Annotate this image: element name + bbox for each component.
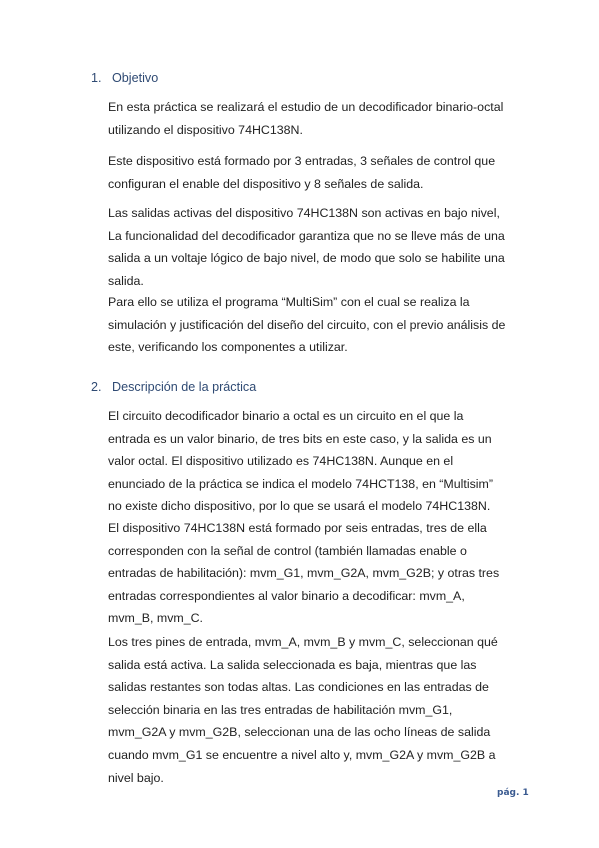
paragraph: [108, 202, 508, 292]
paragraph: [108, 631, 508, 789]
paragraph-text: En esta práctica se realizará el estudio de un decodificador binario-octal utilizando el dispositivo 74HC138N.: [108, 100, 504, 137]
section-heading-objetivo: [91, 71, 158, 85]
paragraph-text: Para ello se utiliza el programa “MultiSim” con el cual se realiza la simulación y justificación del diseño del circuito, con el previo análisis de este, verificando los componentes a utilizar.: [108, 295, 506, 355]
paragraph: [108, 96, 508, 141]
section-number: 1.: [91, 71, 102, 85]
page-number: pág. 1: [497, 788, 529, 798]
paragraph-text: Los tres pines de entrada, mvm_A, mvm_B y mvm_C, seleccionan qué salida está activa. La salida seleccionada es baja, mientras que las salidas restantes son todas altas. Las condiciones en las entradas de selección binaria en las tres entradas de habilitación mvm_G1, mvm_G2A y mvm_G2B, seleccionan una de las ocho líneas de salida cuando mvm_G1 se encuentre a nivel alto y, mvm_G2A y mvm_G2B a nivel bajo.: [108, 635, 498, 785]
section-number: 2.: [91, 380, 102, 394]
section-heading-descripcion: [91, 380, 256, 394]
paragraph-text: El dispositivo 74HC138N está formado por seis entradas, tres de ella corresponden con la señal de control (también llamadas enable o entradas de habilitación): mvm_G1, mvm_G2A, mvm_G2B; y otras tres entradas correspondientes al valor binario a decodificar: mvm_A, mvm_B, mvm_C.: [108, 521, 500, 626]
paragraph: [108, 150, 508, 195]
paragraph: [108, 291, 508, 359]
paragraph-text: El circuito decodificador binario a octal es un circuito en el que la entrada es un valor binario, de tres bits en este caso, y la salida es un valor octal. El dispositivo utilizado es 74HC138N. Aunque en el enunciado de la práctica se indica el modelo 74HCT138, en “Multisim” no existe dicho dispositivo, por lo que se usará el modelo 74HC138N.: [108, 409, 493, 514]
paragraph-text: Las salidas activas del dispositivo 74HC138N son activas en bajo nivel, La funcionalidad del decodificador garantiza que no se lleve más de una salida a un voltaje lógico de bajo nivel, de modo que solo se habilite una salida.: [108, 206, 505, 288]
section-title: Descripción de la práctica: [112, 380, 257, 394]
section-title: Objetivo: [112, 71, 159, 85]
paragraph-text: Este dispositivo está formado por 3 entradas, 3 señales de control que configuran el enable del dispositivo y 8 señales de salida.: [108, 154, 496, 191]
paragraph: [108, 405, 508, 518]
paragraph: [108, 517, 508, 630]
